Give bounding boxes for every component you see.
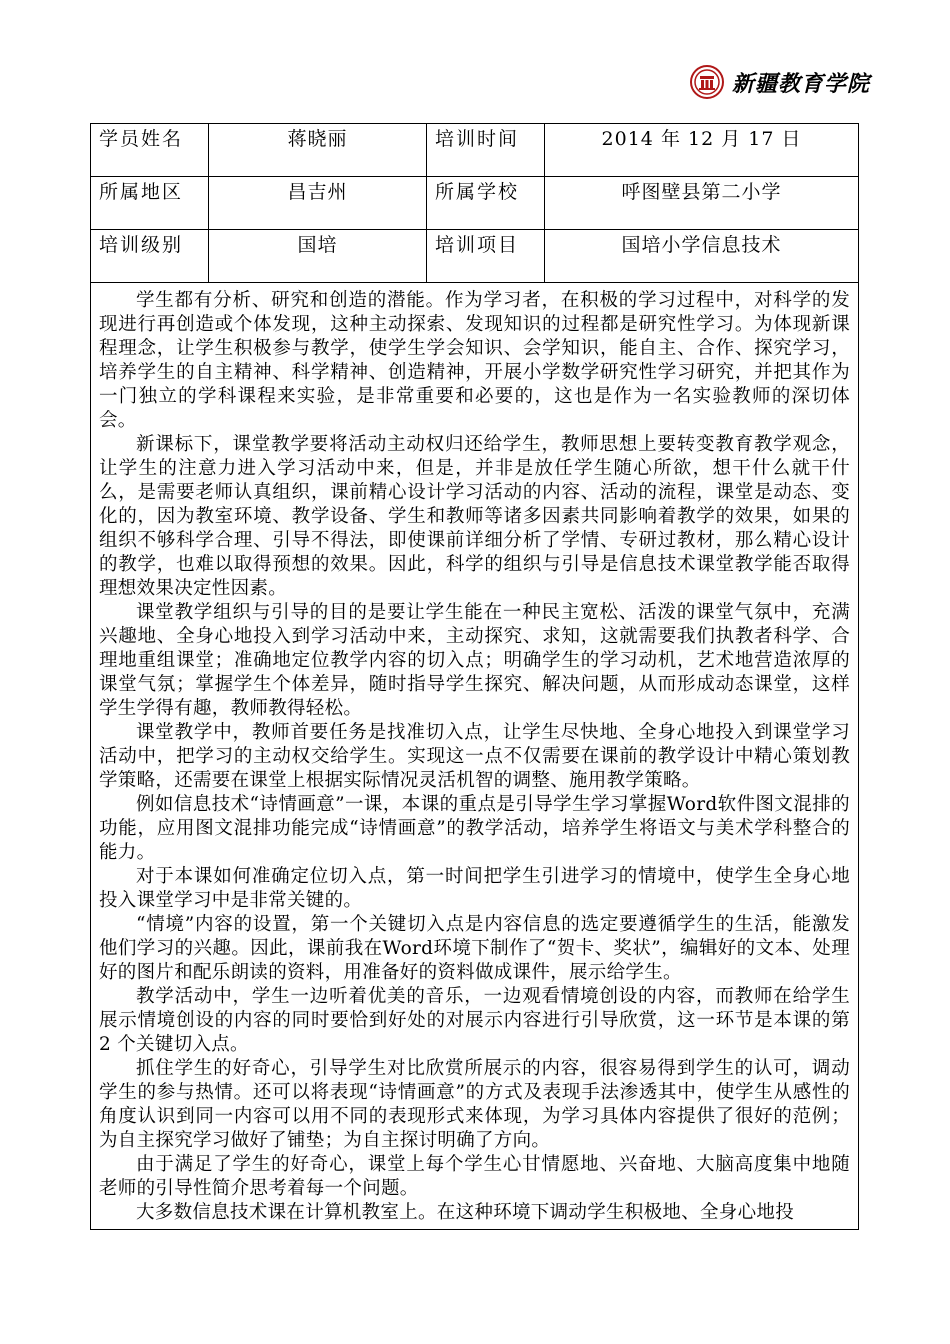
- training-report-table: [90, 123, 859, 1230]
- paragraph: 课堂教学中，教师首要任务是找准切入点，让学生尽快地、全身心地投入到课堂学习活动中，把学习的主动权交给学生。实现这一点不仅需要在课前的教学设计中精心策划教学策略，还需要在课堂上根据实际情况灵活机智的调整、施用教学策略。: [99, 722, 850, 791]
- paragraph: 抓住学生的好奇心，引导学生对比欣赏所展示的内容，很容易得到学生的认可，调动学生的参与热情。还可以将表现“诗情画意”的方式及表现手法渗透其中，使学生从感性的角度认识到同一内容可以用不同的表现形式来体现，为学习具体内容提供了很好的范例；为自主探究学习做好了铺垫；为自主探讨明确了方向。: [99, 1058, 850, 1151]
- region-label: 所属地区: [91, 177, 209, 230]
- paragraph: “情境”内容的设置，第一个关键切入点是内容信息的选定要遵循学生的生活，能激发他们学习的兴趣。因此，课前我在Word环境下制作了“贺卡、奖状”，编辑好的文本、处理好的图片和配乐朗读的资料，用准备好的资料做成课件，展示给学生。: [99, 914, 850, 983]
- paragraph: 学生都有分析、研究和创造的潜能。作为学习者，在积极的学习过程中，对科学的发现进行再创造或个体发现，这种主动探索、发现知识的过程都是研究性学习。为体现新课程理念，让学生积极参与教学，使学生学会知识、会学知识，能自主、合作、探究学习，培养学生的自主精神、科学精神、创造精神，开展小学数学研究性学习研究，并把其作为一门独立的学科课程来实验，是非常重要和必要的，这也是作为一名实验教师的深切体会。: [99, 290, 850, 431]
- project-value: 国培小学信息技术: [545, 230, 859, 283]
- paragraph: 对于本课如何准确定位切入点，第一时间把学生引进学习的情境中，使学生全身心地投入课堂学习中是非常关键的。: [99, 866, 850, 911]
- school-label: 所属学校: [427, 177, 545, 230]
- school-value: 呼图壁县第二小学: [545, 177, 859, 230]
- essay-body: [91, 283, 859, 1230]
- paragraph: 大多数信息技术课在计算机教室上。在这种环境下调动学生积极地、全身心地投: [136, 1202, 795, 1223]
- table-row: [91, 124, 859, 177]
- paragraph: 课堂教学组织与引导的目的是要让学生能在一种民主宽松、活泼的课堂气氛中，充满兴趣地、全身心地投入到学习活动中来，主动探究、求知，这就需要我们执教者科学、合理地重组课堂；准确地定位教学内容的切入点；明确学生的学习动机，艺术地营造浓厚的课堂气氛；掌握学生个体差异，随时指导学生探究、解决问题，从而形成动态课堂，这样学生学得有趣，教师教得轻松。: [99, 602, 850, 719]
- project-label: 培训项目: [427, 230, 545, 283]
- name-label: 学员姓名: [91, 124, 209, 177]
- region-value: 昌吉州: [209, 177, 427, 230]
- level-value: 国培: [209, 230, 427, 283]
- paragraph: 教学活动中，学生一边听着优美的音乐，一边观看情境创设的内容，而教师在给学生展示情境创设的内容的同时要恰到好处的对展示内容进行引导欣赏，这一环节是本课的第 2 个关键切入点。: [99, 986, 850, 1055]
- paragraph: 新课标下，课堂教学要将活动主动权归还给学生，教师思想上要转变教育教学观念，让学生的注意力进入学习活动中来，但是，并非是放任学生随心所欲，想干什么就干什么，是需要老师认真组织，课前精心设计学习活动的内容、活动的流程，课堂是动态、变化的，因为教室环境、教学设备、学生和教师等诸多因素共同影响着教学的效果，如果的组织不够科学合理、引导不得法，即使课前详细分析了学情、专研过教材，那么精心设计的教学，也难以取得预想的效果。因此，科学的组织与引导是信息技术课堂教学能否取得理想效果决定性因素。: [99, 434, 850, 599]
- time-value: 2014 年 12 月 17 日: [545, 124, 859, 177]
- header-logo: [690, 62, 870, 102]
- table-row: [91, 230, 859, 283]
- table-row: [91, 283, 859, 1230]
- school-seal-icon: [690, 65, 724, 99]
- level-label: 培训级别: [91, 230, 209, 283]
- paragraph: 例如信息技术“诗情画意”一课，本课的重点是引导学生学习掌握Word软件图文混排的功能，应用图文混排功能完成“诗情画意”的教学活动，培养学生将语文与美术学科整合的能力。: [99, 794, 850, 863]
- paragraph: 由于满足了学生的好奇心，课堂上每个学生心甘情愿地、兴奋地、大脑高度集中地随老师的引导性简介思考着每一个问题。: [99, 1154, 850, 1199]
- time-label: 培训时间: [427, 124, 545, 177]
- school-name-logo: 新疆教育学院: [731, 70, 870, 97]
- name-value: 蒋晓丽: [209, 124, 427, 177]
- table-row: [91, 177, 859, 230]
